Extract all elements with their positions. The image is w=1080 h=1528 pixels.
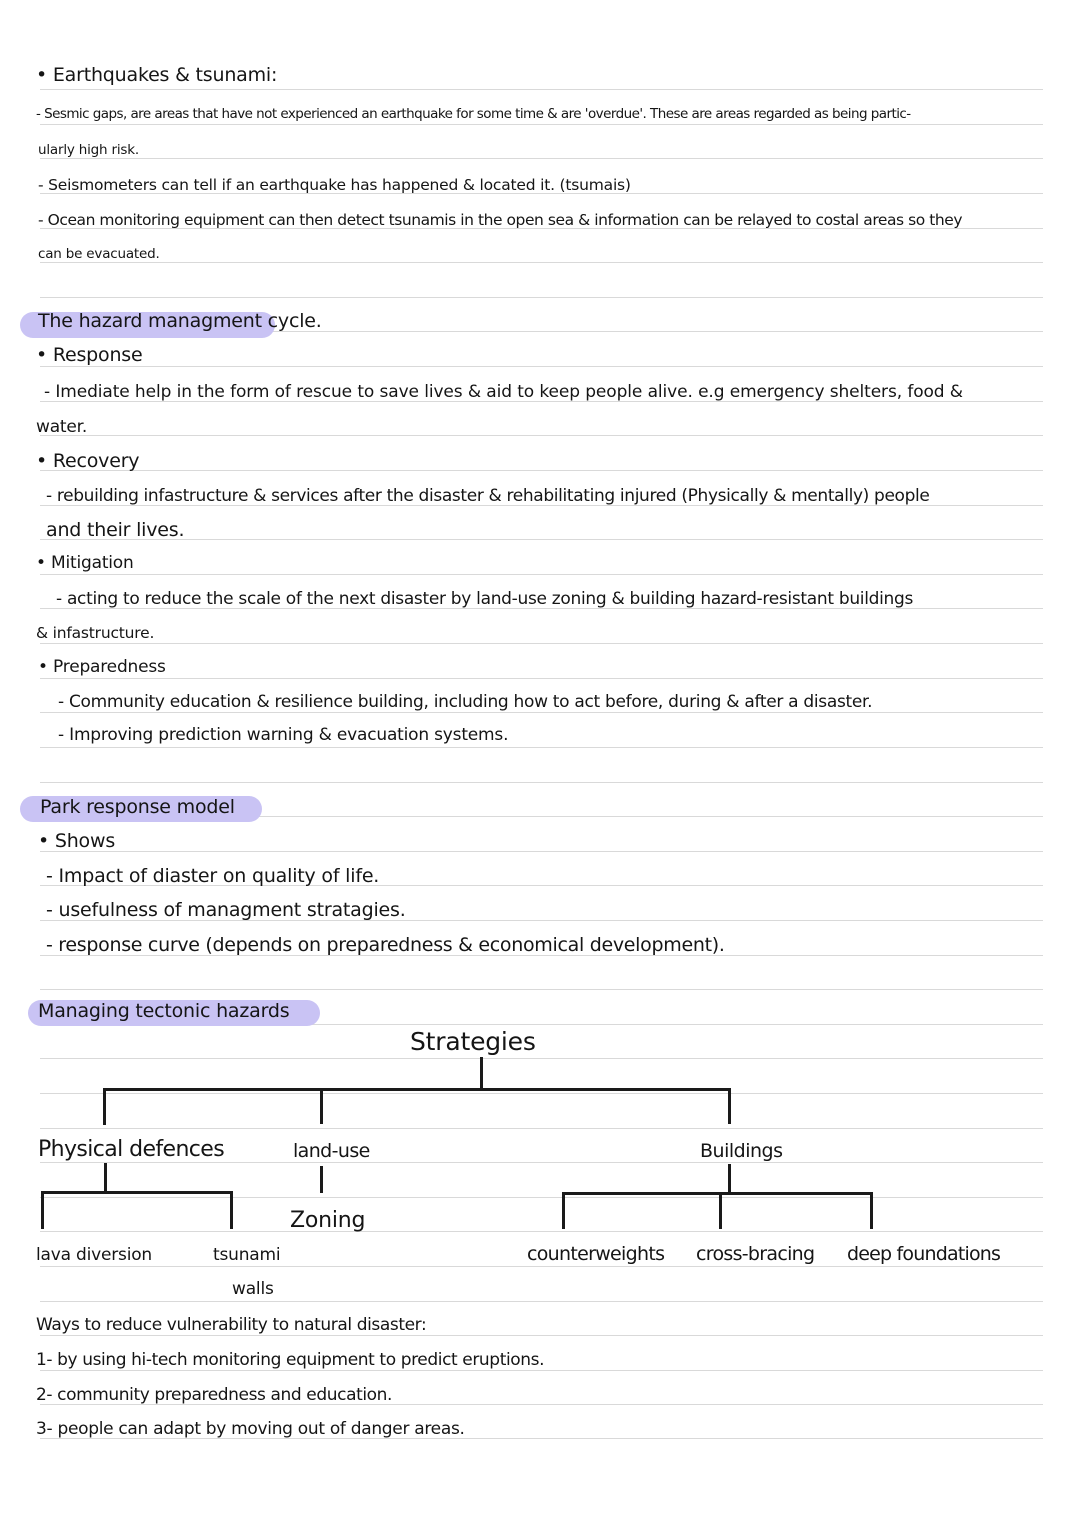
rule-line: [40, 782, 1043, 783]
recovery-line: - rebuilding infastructure & services after the disaster & rehabilitating injured (Physically & mentally) people: [46, 486, 930, 506]
rule-line: [40, 851, 1043, 852]
branch-buildings: Buildings: [700, 1140, 783, 1162]
tree-connector: [320, 1088, 323, 1124]
rule-line: [40, 158, 1043, 159]
rule-line: [40, 470, 1043, 471]
earthquakes-line: can be evacuated.: [38, 246, 160, 262]
rule-line: [40, 712, 1043, 713]
vulnerability-item: 1- by using hi-tech monitoring equipment to predict eruptions.: [36, 1350, 545, 1370]
rule-line: [40, 1058, 1043, 1059]
tree-connector: [728, 1164, 731, 1194]
response-heading: • Response: [36, 344, 143, 366]
park-line: - Impact of diaster on quality of life.: [46, 865, 380, 887]
rule-line: [40, 747, 1043, 748]
section-title: Managing tectonic hazards: [38, 1000, 290, 1022]
tree-connector: [103, 1088, 106, 1125]
tree-connector: [41, 1191, 233, 1194]
rule-line: [40, 1301, 1043, 1302]
shows-heading: • Shows: [38, 830, 116, 852]
mitigation-heading: • Mitigation: [36, 553, 134, 573]
rule-line: [40, 1335, 1043, 1336]
vulnerability-item: 2- community preparedness and education.: [36, 1385, 393, 1405]
branch-land-use: land-use: [293, 1140, 370, 1162]
leaf-tsunami-walls-2: walls: [232, 1279, 274, 1299]
tree-connector: [41, 1191, 44, 1229]
response-line: water.: [36, 417, 88, 437]
rule-line: [40, 989, 1043, 990]
tree-root: Strategies: [410, 1027, 536, 1056]
recovery-line: and their lives.: [46, 519, 185, 541]
tree-connector: [320, 1166, 323, 1193]
section-title: Park response model: [40, 796, 235, 818]
leaf-tsunami-walls: tsunami: [213, 1245, 281, 1265]
earthquakes-line: - Sesmic gaps, are areas that have not experienced an earthquake for some time & are 'overdue'. These are areas regarded as being partic-: [36, 106, 911, 122]
rule-line: [40, 678, 1043, 679]
preparedness-line: - Community education & resilience building, including how to act before, during & after a disaster.: [58, 692, 873, 712]
earthquakes-line: - Ocean monitoring equipment can then detect tsunamis in the open sea & information can be relayed to costal areas so they: [38, 211, 963, 229]
tree-connector: [104, 1163, 107, 1193]
rule-line: [40, 435, 1043, 436]
rule-line: [40, 643, 1043, 644]
rule-line: [40, 1197, 1043, 1198]
park-line: - response curve (depends on preparedness & economical development).: [46, 934, 725, 956]
tree-connector: [719, 1192, 722, 1229]
rule-line: [40, 297, 1043, 298]
mitigation-line: - acting to reduce the scale of the next disaster by land-use zoning & building hazard-resistant buildings: [56, 589, 914, 609]
vulnerability-item: 3- people can adapt by moving out of danger areas.: [36, 1419, 465, 1439]
mitigation-line: & infastructure.: [36, 624, 155, 642]
vulnerability-heading: Ways to reduce vulnerability to natural disaster:: [36, 1315, 427, 1335]
preparedness-line: - Improving prediction warning & evacuation systems.: [58, 725, 509, 745]
recovery-heading: • Recovery: [36, 450, 140, 472]
tree-connector: [870, 1192, 873, 1229]
section-title: The hazard managment cycle.: [38, 310, 322, 332]
rule-line: [40, 1370, 1043, 1371]
branch-physical-defences: Physical defences: [38, 1137, 225, 1162]
tree-connector: [728, 1088, 731, 1124]
rule-line: [40, 1093, 1043, 1094]
leaf-deep-foundations: deep foundations: [847, 1243, 1001, 1265]
rule-line: [40, 574, 1043, 575]
rule-line: [40, 124, 1043, 125]
tree-connector: [562, 1192, 873, 1195]
rule-line: [40, 1162, 1043, 1163]
leaf-zoning: Zoning: [290, 1208, 366, 1233]
earthquakes-heading: • Earthquakes & tsunami:: [36, 64, 278, 86]
earthquakes-line: ularly high risk.: [38, 142, 139, 158]
leaf-cross-bracing: cross-bracing: [696, 1243, 815, 1265]
rule-line: [40, 1231, 1043, 1232]
leaf-lava-diversion: lava diversion: [36, 1245, 153, 1265]
rule-line: [40, 1266, 1043, 1267]
tree-connector: [103, 1088, 731, 1091]
preparedness-heading: • Preparedness: [38, 657, 166, 677]
rule-line: [40, 366, 1043, 367]
park-line: - usefulness of managment stratagies.: [46, 899, 406, 921]
response-line: - Imediate help in the form of rescue to save lives & aid to keep people alive. e.g emergency shelters, food &: [44, 382, 963, 402]
tree-connector: [480, 1057, 483, 1090]
leaf-counterweights: counterweights: [527, 1243, 665, 1265]
rule-line: [40, 262, 1043, 263]
rule-line: [40, 1128, 1043, 1129]
earthquakes-line: - Seismometers can tell if an earthquake has happened & located it. (tsumais): [38, 176, 631, 194]
tree-connector: [562, 1192, 565, 1229]
rule-line: [40, 89, 1043, 90]
rule-line: [40, 539, 1043, 540]
tree-connector: [230, 1191, 233, 1229]
